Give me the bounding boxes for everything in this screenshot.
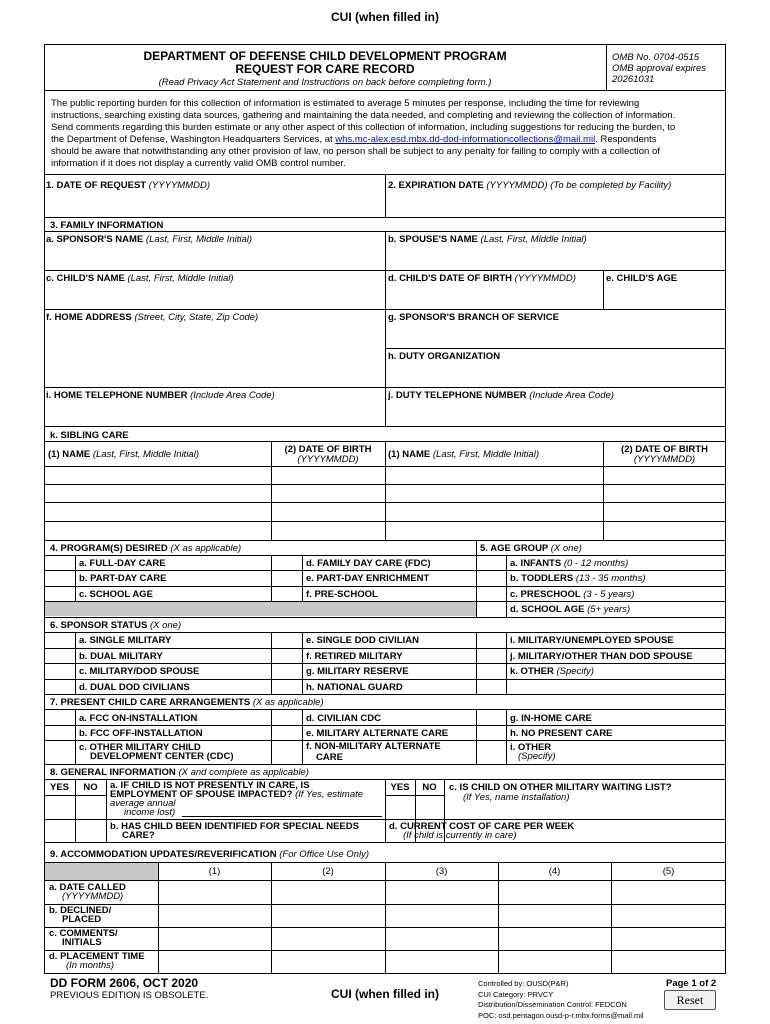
comments-initials-input[interactable] — [160, 929, 270, 949]
age-preschool-checkbox[interactable] — [478, 588, 505, 600]
status-single-military-label: a. SINGLE MILITARY — [79, 635, 172, 646]
sibling-dob-hint: (YYYYMMDD) — [633, 454, 696, 465]
age-toddlers-label: b. TODDLERS (13 - 35 months) — [510, 573, 646, 584]
divider — [44, 555, 726, 556]
programs-desired-label: 4. PROGRAM(S) DESIRED (X as applicable) — [50, 543, 242, 554]
program-enrichment-checkbox[interactable] — [273, 572, 301, 585]
divider — [44, 950, 726, 951]
divider — [302, 632, 303, 694]
care-military-alternate-label: e. MILITARY ALTERNATE CARE — [306, 728, 449, 739]
sibling-dob-header: (2) DATE OF BIRTH — [284, 444, 372, 455]
form-title-line1: DEPARTMENT OF DEFENSE CHILD DEVELOPMENT PROGRAM — [143, 49, 507, 63]
program-part-day-label: b. PART-DAY CARE — [79, 573, 167, 584]
divider — [302, 555, 303, 601]
sibling-dob-input[interactable] — [273, 485, 383, 501]
date-called-input[interactable] — [160, 882, 270, 903]
age-school-age-checkbox[interactable] — [478, 603, 505, 616]
sibling-dob-hint: (YYYYMMDD) — [297, 454, 359, 465]
care-fcc-on-checkbox[interactable] — [46, 711, 74, 724]
status-unemployed-spouse-label: i. MILITARY/UNEMPLOYED SPOUSE — [510, 635, 674, 646]
declined-placed-input[interactable] — [160, 906, 270, 926]
divider — [44, 819, 726, 820]
divider — [603, 270, 604, 309]
status-national-guard-label: h. NATIONAL GUARD — [306, 682, 403, 693]
waiting-list-no-checkbox[interactable] — [417, 797, 443, 818]
burden-line: The public reporting burden for this collection of information is estimated to average 5 minutes per response, including the time for reviewing — [51, 98, 640, 109]
age-infants-checkbox[interactable] — [478, 557, 505, 569]
sibling-name-header: (1) NAME (Last, First, Middle Initial) — [48, 449, 199, 460]
divider — [506, 632, 507, 694]
comments-initials-label: c. COMMENTS/ — [49, 928, 118, 939]
care-other-label: i. OTHER — [510, 742, 552, 753]
divider — [44, 387, 726, 388]
divider — [385, 862, 386, 974]
sponsor-name-label: a. SPONSOR'S NAME (Last, First, Middle Initial) — [46, 234, 253, 245]
sibling-dob-input[interactable] — [605, 467, 724, 483]
program-preschool-label: f. PRE-SCHOOL — [306, 589, 378, 600]
age-group-label: 5. AGE GROUP (X one) — [480, 543, 582, 554]
placement-time-label: d. PLACEMENT TIME — [49, 951, 145, 962]
date-of-request-input[interactable] — [46, 193, 382, 215]
divider — [385, 348, 726, 349]
income-lost-hint: average annual — [110, 798, 176, 809]
sponsor-name-input[interactable] — [46, 246, 382, 268]
cost-of-care-label: d. CURRENT COST OF CARE PER WEEK — [389, 821, 575, 832]
divider — [44, 270, 726, 271]
child-age-input[interactable] — [606, 285, 724, 307]
comments-initials-input[interactable] — [613, 929, 725, 949]
care-in-home-checkbox[interactable] — [478, 711, 505, 724]
waiting-list-installation-input[interactable] — [447, 804, 724, 818]
spouse-impacted-question: EMPLOYMENT OF SPOUSE IMPACTED? (If Yes, estimate — [110, 789, 364, 800]
no-header: NO — [422, 782, 437, 793]
duty-phone-input[interactable] — [388, 402, 724, 424]
spouse-name-label: b. SPOUSE'S NAME (Last, First, Middle Initial) — [388, 234, 587, 245]
declined-placed-input[interactable] — [500, 906, 610, 926]
sibling-dob-input[interactable] — [605, 485, 724, 501]
yes-header: YES — [49, 782, 69, 793]
date-called-hint: (YYYYMMDD) — [62, 891, 124, 902]
duty-organization-label: h. DUTY ORGANIZATION — [388, 351, 501, 362]
status-dual-dod-civilians-label: d. DUAL DOD CIVILIANS — [79, 682, 190, 693]
divider — [44, 90, 726, 91]
declined-placed-input[interactable] — [387, 906, 497, 926]
divider — [271, 632, 272, 694]
divider — [271, 862, 272, 974]
age-school-age-label: d. SCHOOL AGE (5+ years) — [510, 604, 631, 615]
burden-text: the Department of Defense, Washington Headquarters Services, at — [51, 134, 336, 145]
sibling-name-input[interactable] — [46, 503, 269, 520]
column-header: (4) — [548, 866, 561, 877]
duty-phone-label: j. DUTY TELEPHONE NUMBER (Include Area Code) — [388, 390, 614, 401]
sponsor-status-label: 6. SPONSOR STATUS (X one) — [50, 620, 182, 631]
divider — [44, 309, 726, 310]
special-needs-yes-checkbox[interactable] — [46, 821, 74, 841]
divider — [158, 862, 159, 974]
form-number: DD FORM 2606, OCT 2020 — [50, 976, 199, 990]
cui-header: CUI (when filled in) — [331, 10, 439, 24]
sibling-name-header: (1) NAME (Last, First, Middle Initial) — [388, 449, 539, 460]
cost-of-care-input[interactable] — [590, 821, 724, 841]
cost-of-care-hint: (If child is currently in care) — [403, 830, 517, 841]
sibling-name-input[interactable] — [387, 467, 601, 483]
program-fdc-label: d. FAMILY DAY CARE (FDC) — [306, 558, 431, 569]
sibling-dob-input[interactable] — [273, 522, 383, 539]
program-school-age-label: c. SCHOOL AGE — [79, 589, 153, 600]
divider — [44, 725, 726, 726]
omb-expires-label: OMB approval expires — [612, 63, 706, 74]
divider — [476, 632, 477, 694]
spouse-name-input[interactable] — [388, 246, 724, 268]
controlled-by: Controlled by: OUSD(P&R) — [478, 979, 569, 988]
divider — [44, 904, 726, 905]
age-toddlers-checkbox[interactable] — [478, 572, 505, 585]
declined-placed-label: b. DECLINED/ — [49, 905, 112, 916]
child-name-input[interactable] — [46, 285, 382, 307]
divider — [385, 795, 444, 796]
cui-category: CUI Category: PRVCY — [478, 990, 554, 999]
home-address-input[interactable] — [46, 324, 382, 385]
comments-initials-input[interactable] — [273, 929, 384, 949]
home-address-label: f. HOME ADDRESS (Street, City, State, Zip Code) — [46, 312, 259, 323]
divider — [611, 862, 612, 974]
sibling-name-input[interactable] — [387, 522, 601, 539]
special-needs-no-checkbox[interactable] — [77, 821, 105, 841]
waiting-list-question: c. IS CHILD ON OTHER MILITARY WAITING LIST? — [449, 782, 672, 793]
divider — [385, 231, 386, 426]
status-military-reserve-checkbox[interactable] — [273, 665, 301, 678]
status-unemployed-spouse-checkbox[interactable] — [478, 634, 505, 647]
sibling-dob-input[interactable] — [605, 503, 724, 520]
spouse-impacted-yes-checkbox[interactable] — [46, 797, 74, 818]
status-retired-military-label: f. RETIRED MILITARY — [306, 651, 403, 662]
page-number: Page 1 of 2 — [666, 978, 717, 989]
program-enrichment-label: e. PART-DAY ENRICHMENT — [306, 573, 430, 584]
home-phone-input[interactable] — [46, 402, 382, 424]
duty-organization-input[interactable] — [388, 363, 724, 385]
family-information-header: 3. FAMILY INFORMATION — [50, 220, 164, 231]
divider — [75, 709, 76, 764]
comments-initials-input[interactable] — [500, 929, 610, 949]
divider — [385, 174, 386, 217]
divider — [606, 44, 607, 90]
divider — [44, 586, 726, 587]
care-civilian-cdc-label: d. CIVILIAN CDC — [306, 713, 381, 724]
special-needs-question: CARE? — [122, 830, 155, 841]
comments-initials-input[interactable] — [387, 929, 497, 949]
reset-button[interactable]: Reset — [664, 990, 716, 1010]
divider — [44, 694, 726, 695]
date-called-input[interactable] — [273, 882, 384, 903]
spouse-impacted-no-checkbox[interactable] — [77, 797, 105, 818]
present-care-label: 7. PRESENT CHILD CARE ARRANGEMENTS (X as applicable) — [50, 697, 324, 708]
no-header: NO — [83, 782, 98, 793]
age-infants-label: a. INFANTS (0 - 12 months) — [510, 558, 629, 569]
divider — [44, 617, 726, 618]
care-other-hint: (Specify) — [518, 751, 556, 762]
divider — [302, 709, 303, 764]
expiration-date-input[interactable] — [388, 193, 724, 215]
care-fcc-on-label: a. FCC ON-INSTALLATION — [79, 713, 198, 724]
divider — [44, 764, 726, 765]
program-fdc-checkbox[interactable] — [273, 557, 301, 569]
status-single-dod-civilian-label: e. SINGLE DOD CIVILIAN — [306, 635, 419, 646]
care-in-home-label: g. IN-HOME CARE — [510, 713, 592, 724]
form-title-line2: REQUEST FOR CARE RECORD — [235, 62, 415, 76]
shaded-area — [45, 602, 476, 616]
waiting-list-yes-checkbox[interactable] — [387, 797, 414, 818]
divider — [44, 709, 726, 710]
divider — [44, 426, 726, 427]
divider — [75, 632, 76, 694]
divider — [385, 441, 386, 540]
divider — [75, 555, 76, 601]
placement-time-input[interactable] — [160, 952, 270, 973]
home-phone-label: i. HOME TELEPHONE NUMBER (Include Area Code) — [46, 390, 275, 401]
divider — [271, 709, 272, 764]
column-header: (2) — [322, 866, 334, 877]
divider — [44, 648, 726, 649]
care-non-military-alternate-label: f. NON-MILITARY ALTERNATE — [306, 741, 441, 752]
date-called-input[interactable] — [613, 882, 725, 903]
care-fcc-off-label: b. FCC OFF-INSTALLATION — [79, 728, 203, 739]
branch-of-service-input[interactable] — [388, 324, 724, 346]
placement-time-hint: (In months) — [66, 960, 115, 971]
status-dual-dod-civilians-checkbox[interactable] — [46, 681, 74, 693]
care-non-military-alternate-checkbox[interactable] — [273, 742, 301, 763]
program-preschool-checkbox[interactable] — [273, 588, 301, 600]
care-other-cdc-checkbox[interactable] — [46, 742, 74, 763]
child-dob-label: d. CHILD'S DATE OF BIRTH (YYYYMMDD) — [388, 273, 576, 284]
sibling-name-input[interactable] — [387, 485, 601, 501]
income-lost-hint: income lost) — [124, 807, 176, 818]
care-other-cdc-label: c. OTHER MILITARY CHILD — [79, 742, 201, 753]
burden-line: should be aware that notwithstanding any other provision of law, no person shall be subject to any penalty for failing to comply with a collection of — [51, 146, 660, 157]
declined-placed-input[interactable] — [273, 906, 384, 926]
status-military-reserve-label: g. MILITARY RESERVE — [306, 666, 409, 677]
status-dual-military-label: b. DUAL MILITARY — [79, 651, 163, 662]
date-called-input[interactable] — [500, 882, 610, 903]
date-called-label: a. DATE CALLED — [49, 882, 126, 893]
burden-text: . Respondents — [595, 134, 657, 145]
placement-time-input[interactable] — [613, 952, 725, 973]
branch-of-service-label: g. SPONSOR'S BRANCH OF SERVICE — [388, 312, 559, 323]
status-retired-military-checkbox[interactable] — [273, 650, 301, 662]
status-other-checkbox[interactable] — [478, 665, 505, 678]
sibling-name-input[interactable] — [46, 522, 269, 539]
age-preschool-label: c. PRESCHOOL (3 - 5 years) — [510, 589, 635, 600]
program-part-day-checkbox[interactable] — [46, 572, 74, 585]
status-other-than-dod-spouse-checkbox[interactable] — [478, 650, 505, 662]
divider — [498, 862, 499, 974]
divider — [106, 779, 107, 842]
child-name-label: c. CHILD'S NAME (Last, First, Middle Initial) — [46, 273, 234, 284]
omb-number: OMB No. 0704-0515 — [612, 52, 700, 63]
status-other-specify-input[interactable] — [508, 681, 724, 693]
divider — [506, 709, 507, 764]
status-single-dod-civilian-checkbox[interactable] — [273, 634, 301, 647]
comments-initials-label: INITIALS — [62, 937, 102, 948]
divider — [44, 540, 726, 541]
sibling-name-input[interactable] — [387, 503, 601, 520]
declined-placed-label: PLACED — [62, 914, 102, 925]
status-other-than-dod-spouse-label: j. MILITARY/OTHER THAN DOD SPOUSE — [510, 651, 693, 662]
spouse-impacted-question: a. IF CHILD IS NOT PRESENTLY IN CARE, IS — [110, 780, 310, 791]
divider — [44, 795, 106, 796]
divider — [44, 842, 726, 843]
waiting-list-hint: (If Yes, name installation) — [463, 792, 570, 803]
column-header: (1) — [208, 866, 221, 877]
divider — [476, 709, 477, 764]
care-fcc-off-checkbox[interactable] — [46, 727, 74, 739]
divider — [44, 927, 726, 928]
sibling-name-input[interactable] — [46, 485, 269, 501]
burden-email-link[interactable]: whs.mc-alex.esd.mbx.dd-dod-informationcollections@mail.mil — [335, 134, 596, 145]
status-dual-military-checkbox[interactable] — [46, 650, 74, 662]
care-other-checkbox[interactable] — [478, 742, 505, 763]
divider — [44, 679, 726, 680]
expiration-date-label: 2. EXPIRATION DATE (YYYYMMDD) (To be completed by Facility) — [388, 180, 672, 191]
column-header: (3) — [435, 866, 448, 877]
care-none-label: h. NO PRESENT CARE — [510, 728, 613, 739]
status-national-guard-checkbox[interactable] — [273, 681, 301, 693]
burden-line: instructions, searching existing data sources, gathering and maintaining the data needed, and completing and reviewing the collection of information. — [51, 110, 676, 121]
shaded-area — [45, 863, 158, 880]
sibling-dob-input[interactable] — [273, 467, 383, 483]
general-information-label: 8. GENERAL INFORMATION (X and complete as applicable) — [50, 767, 309, 778]
divider — [44, 880, 726, 881]
date-of-request-label: 1. DATE OF REQUEST (YYYYMMDD) — [46, 180, 210, 191]
poc-email: POC: osd.pentagon.ousd-p-r.mbx.forms@mail.mil — [478, 1011, 644, 1020]
omb-expiration-date: 20261031 — [612, 74, 655, 85]
column-header: (5) — [662, 866, 675, 877]
divider — [506, 555, 507, 617]
care-military-alternate-checkbox[interactable] — [273, 727, 301, 739]
child-dob-input[interactable] — [388, 285, 600, 307]
placement-time-input[interactable] — [273, 952, 384, 973]
placement-time-input[interactable] — [500, 952, 610, 973]
declined-placed-input[interactable] — [613, 906, 725, 926]
yes-header: YES — [390, 782, 410, 793]
accommodation-updates-label: 9. ACCOMMODATION UPDATES/REVERIFICATION (For Office Use Only) — [50, 849, 369, 860]
burden-line: Send comments regarding this burden estimate or any other aspect of this collection of information, including suggestions for reducing the burden, to — [51, 122, 676, 133]
cui-footer: CUI (when filled in) — [331, 987, 439, 1001]
divider — [44, 632, 726, 633]
sibling-dob-header: (2) DATE OF BIRTH — [621, 444, 708, 455]
burden-line — [51, 134, 656, 145]
divider — [271, 555, 272, 601]
care-non-military-alternate-label: CARE — [316, 752, 343, 763]
care-other-specify-input[interactable] — [556, 742, 724, 763]
distribution-control: Distribution/Dissemination Control: FEDCON — [478, 1000, 627, 1009]
sibling-care-label: k. SIBLING CARE — [50, 430, 129, 441]
care-other-cdc-label: DEVELOPMENT CENTER (CDC) — [90, 751, 234, 762]
burden-line: information if it does not display a currently valid OMB control number. — [51, 158, 346, 169]
status-other-label: k. OTHER (Specify) — [510, 666, 594, 677]
divider — [476, 540, 477, 617]
program-full-day-label: a. FULL-DAY CARE — [79, 558, 166, 569]
date-called-input[interactable] — [387, 882, 497, 903]
form-instructions: (Read Privacy Act Statement and Instructions on back before completing form.) — [158, 77, 492, 88]
program-school-age-checkbox[interactable] — [46, 588, 74, 600]
sibling-name-input[interactable] — [46, 467, 269, 483]
program-full-day-checkbox[interactable] — [46, 557, 74, 569]
divider — [44, 663, 726, 664]
special-needs-question: b. HAS CHILD BEEN IDENTIFIED FOR SPECIAL NEEDS — [110, 821, 359, 832]
sibling-dob-input[interactable] — [605, 522, 724, 539]
previous-edition-note: PREVIOUS EDITION IS OBSOLETE. — [50, 990, 209, 1001]
sibling-dob-input[interactable] — [273, 503, 383, 520]
placement-time-input[interactable] — [387, 952, 497, 973]
income-lost-input[interactable] — [182, 806, 382, 817]
divider — [44, 570, 726, 571]
status-single-military-checkbox[interactable] — [46, 634, 74, 647]
child-age-label: e. CHILD'S AGE — [606, 273, 678, 284]
status-military-dod-spouse-label: c. MILITARY/DOD SPOUSE — [79, 666, 200, 677]
care-civilian-cdc-checkbox[interactable] — [273, 711, 301, 724]
status-military-dod-spouse-checkbox[interactable] — [46, 665, 74, 678]
care-none-checkbox[interactable] — [478, 727, 505, 739]
divider — [44, 217, 726, 218]
